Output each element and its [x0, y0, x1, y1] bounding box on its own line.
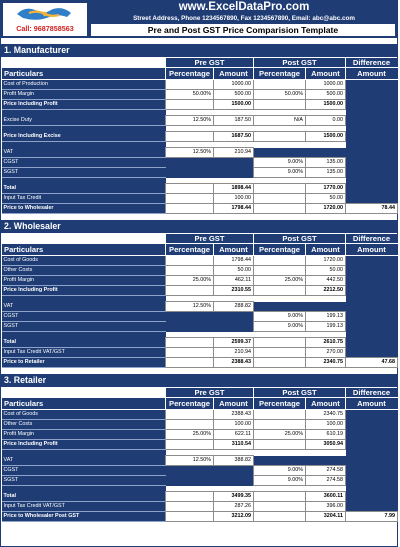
pre-gst-amount[interactable]: 1000.00 [214, 80, 254, 90]
row-label: Input Tax Credit VAT/GST [2, 348, 166, 358]
post-gst-percentage[interactable] [254, 266, 306, 276]
difference-amount-header: Amount [346, 398, 398, 410]
pre-gst-percentage[interactable]: 12.50% [166, 456, 214, 466]
table-row [2, 204, 398, 214]
difference-amount[interactable] [346, 116, 398, 126]
post-amount-header: Amount [306, 244, 346, 256]
pre-gst-percentage[interactable] [166, 420, 214, 430]
difference-amount[interactable] [346, 90, 398, 100]
pre-gst-percentage[interactable]: 12.50% [166, 116, 214, 126]
pre-gst-amount[interactable] [214, 312, 254, 322]
post-gst-amount[interactable] [306, 302, 346, 312]
header-blank [2, 388, 166, 398]
post-percentage-header: Percentage [254, 68, 306, 80]
post-gst-amount[interactable]: 274.58 [306, 476, 346, 486]
table-row [2, 184, 398, 194]
row-label: Price to Wholesaler Post GST [2, 512, 166, 522]
pre-gst-percentage[interactable] [166, 256, 214, 266]
difference-amount[interactable] [346, 266, 398, 276]
difference-amount[interactable] [346, 276, 398, 286]
difference-amount[interactable] [346, 184, 398, 194]
row-label: SGST [2, 168, 166, 178]
header-banner [1, 1, 397, 38]
row-label: Input Tax Credit VAT/GST [2, 502, 166, 512]
particulars-header: Particulars [2, 68, 166, 80]
pre-gst-amount[interactable]: 187.50 [214, 116, 254, 126]
row-label: Price Including Excise [2, 132, 166, 142]
pre-gst-amount[interactable]: 3212.09 [214, 512, 254, 522]
post-gst-header: Post GST [254, 58, 346, 68]
pre-gst-amount[interactable] [214, 168, 254, 178]
pre-gst-amount[interactable]: 1798.44 [214, 256, 254, 266]
difference-amount[interactable] [346, 466, 398, 476]
pre-gst-amount[interactable] [214, 322, 254, 332]
table-row [2, 492, 398, 502]
post-gst-percentage[interactable]: 50.00% [254, 90, 306, 100]
difference-amount[interactable] [346, 338, 398, 348]
pre-gst-percentage[interactable] [166, 358, 214, 368]
difference-amount-header: Amount [346, 244, 398, 256]
table-row [2, 512, 398, 522]
pre-gst-amount[interactable]: 500.00 [214, 90, 254, 100]
page-title: Pre and Post GST Price Comparision Template [91, 24, 395, 36]
difference-header: Difference [346, 58, 398, 68]
post-gst-percentage[interactable] [254, 256, 306, 266]
particulars-header: Particulars [2, 244, 166, 256]
handshake-icon [15, 4, 73, 23]
pre-amount-header: Amount [214, 68, 254, 80]
pre-amount-header: Amount [214, 398, 254, 410]
difference-amount[interactable] [346, 456, 398, 466]
post-gst-amount[interactable]: 270.00 [306, 348, 346, 358]
pre-gst-header: Pre GST [166, 388, 254, 398]
post-gst-percentage[interactable]: 9.00% [254, 476, 306, 486]
post-gst-amount[interactable]: 50.00 [306, 266, 346, 276]
pre-gst-percentage[interactable] [166, 410, 214, 420]
post-gst-percentage[interactable] [254, 492, 306, 502]
header-blank [2, 58, 166, 68]
post-gst-percentage[interactable] [254, 286, 306, 296]
particulars-header: Particulars [2, 398, 166, 410]
post-gst-amount[interactable]: 3600.11 [306, 492, 346, 502]
post-gst-amount[interactable]: 274.58 [306, 466, 346, 476]
pre-percentage-header: Percentage [166, 398, 214, 410]
post-percentage-header: Percentage [254, 398, 306, 410]
difference-amount[interactable] [346, 80, 398, 90]
table-row [2, 358, 398, 368]
pre-gst-amount[interactable]: 3110.54 [214, 440, 254, 450]
pre-gst-amount[interactable]: 1898.44 [214, 184, 254, 194]
post-gst-percentage[interactable] [254, 502, 306, 512]
comparison-table [1, 233, 398, 368]
table-row [2, 90, 398, 100]
post-gst-percentage[interactable]: 9.00% [254, 312, 306, 322]
table-row [2, 132, 398, 142]
pre-gst-percentage[interactable] [166, 194, 214, 204]
pre-gst-percentage[interactable]: 12.50% [166, 302, 214, 312]
post-gst-percentage[interactable] [254, 80, 306, 90]
pre-gst-percentage[interactable] [166, 168, 214, 178]
row-label: Profit Margin [2, 90, 166, 100]
table-row [2, 502, 398, 512]
pre-gst-header: Pre GST [166, 58, 254, 68]
pre-gst-amount[interactable]: 622.11 [214, 430, 254, 440]
pre-gst-amount[interactable]: 288.82 [214, 302, 254, 312]
row-label: VAT [2, 302, 166, 312]
pre-gst-amount[interactable]: 2388.43 [214, 358, 254, 368]
row-label: Profit Margin [2, 430, 166, 440]
row-label: Price Including Profit [2, 100, 166, 110]
post-gst-amount[interactable]: 1500.00 [306, 132, 346, 142]
post-gst-percentage[interactable] [254, 194, 306, 204]
pre-gst-amount[interactable] [214, 158, 254, 168]
table-row [2, 100, 398, 110]
post-gst-amount[interactable]: 1720.00 [306, 256, 346, 266]
post-gst-amount[interactable]: 2340.75 [306, 410, 346, 420]
pre-gst-percentage[interactable] [166, 466, 214, 476]
section-title: 3. Retailer [1, 374, 397, 387]
pre-gst-amount[interactable]: 50.00 [214, 266, 254, 276]
row-label: Input Tax Credit [2, 194, 166, 204]
difference-amount[interactable] [346, 322, 398, 332]
difference-amount[interactable]: 7.99 [346, 512, 398, 522]
row-label: Price Including Profit [2, 440, 166, 450]
post-gst-amount[interactable]: 0.00 [306, 116, 346, 126]
pre-gst-percentage[interactable] [166, 440, 214, 450]
pre-gst-percentage[interactable] [166, 184, 214, 194]
table-row [2, 456, 398, 466]
comparison-table [1, 387, 398, 522]
pre-gst-amount[interactable]: 2388.43 [214, 410, 254, 420]
table-row [2, 302, 398, 312]
post-gst-percentage[interactable] [254, 348, 306, 358]
post-percentage-header: Percentage [254, 244, 306, 256]
row-label: CGST [2, 158, 166, 168]
pre-percentage-header: Percentage [166, 68, 214, 80]
table-row [2, 286, 398, 296]
row-label: Other Costs [2, 266, 166, 276]
post-gst-amount[interactable]: 135.00 [306, 158, 346, 168]
difference-amount[interactable] [346, 492, 398, 502]
post-gst-amount[interactable]: 135.00 [306, 168, 346, 178]
post-gst-amount[interactable]: 500.00 [306, 90, 346, 100]
table-row [2, 420, 398, 430]
difference-amount[interactable] [346, 410, 398, 420]
difference-amount[interactable] [346, 502, 398, 512]
post-gst-amount[interactable]: 199.13 [306, 312, 346, 322]
row-label: Total [2, 184, 166, 194]
post-gst-percentage[interactable] [254, 440, 306, 450]
row-label: SGST [2, 476, 166, 486]
post-gst-percentage[interactable] [254, 512, 306, 522]
post-gst-percentage[interactable] [254, 184, 306, 194]
pre-gst-percentage[interactable] [166, 492, 214, 502]
table-row [2, 440, 398, 450]
sections-container [1, 38, 397, 522]
header-blank [2, 234, 166, 244]
logo [3, 3, 87, 36]
difference-amount[interactable] [346, 148, 398, 158]
post-gst-amount[interactable]: 1770.00 [306, 184, 346, 194]
difference-amount[interactable] [346, 168, 398, 178]
pre-gst-percentage[interactable] [166, 322, 214, 332]
pre-gst-percentage[interactable] [166, 512, 214, 522]
pre-gst-amount[interactable]: 2599.37 [214, 338, 254, 348]
section-title: 2. Wholesaler [1, 220, 397, 233]
pre-percentage-header: Percentage [166, 244, 214, 256]
post-gst-percentage[interactable] [254, 358, 306, 368]
row-label: Cost of Production [2, 80, 166, 90]
row-label: VAT [2, 148, 166, 158]
pre-gst-percentage[interactable]: 12.50% [166, 148, 214, 158]
difference-amount[interactable] [346, 476, 398, 486]
pre-gst-amount[interactable]: 100.00 [214, 194, 254, 204]
pre-gst-percentage[interactable] [166, 266, 214, 276]
post-gst-header: Post GST [254, 388, 346, 398]
post-gst-percentage[interactable]: 25.00% [254, 430, 306, 440]
difference-amount[interactable]: 78.44 [346, 204, 398, 214]
difference-amount[interactable] [346, 440, 398, 450]
difference-header: Difference [346, 234, 398, 244]
difference-amount[interactable]: 47.68 [346, 358, 398, 368]
difference-amount[interactable] [346, 256, 398, 266]
post-gst-amount[interactable]: 1720.00 [306, 204, 346, 214]
pre-gst-percentage[interactable]: 25.00% [166, 430, 214, 440]
row-label: CGST [2, 466, 166, 476]
pre-gst-percentage[interactable] [166, 338, 214, 348]
pre-gst-percentage[interactable] [166, 312, 214, 322]
post-gst-percentage[interactable] [254, 338, 306, 348]
table-row [2, 430, 398, 440]
difference-amount[interactable] [346, 132, 398, 142]
pre-amount-header: Amount [214, 244, 254, 256]
post-gst-percentage[interactable]: 9.00% [254, 322, 306, 332]
table-row [2, 148, 398, 158]
table-row [2, 80, 398, 90]
pre-gst-amount[interactable] [214, 466, 254, 476]
post-gst-header: Post GST [254, 234, 346, 244]
pre-gst-amount[interactable]: 210.94 [214, 148, 254, 158]
post-gst-percentage[interactable]: 9.00% [254, 158, 306, 168]
table-row [2, 466, 398, 476]
call-number: Call: 9687858563 [16, 24, 74, 33]
table-row [2, 322, 398, 332]
post-gst-percentage[interactable] [254, 410, 306, 420]
row-label: CGST [2, 312, 166, 322]
table-row [2, 276, 398, 286]
post-gst-amount[interactable]: 610.19 [306, 430, 346, 440]
row-label: Total [2, 338, 166, 348]
difference-amount[interactable] [346, 312, 398, 322]
post-gst-amount[interactable]: 396.00 [306, 502, 346, 512]
post-amount-header: Amount [306, 68, 346, 80]
pre-gst-amount[interactable]: 100.00 [214, 420, 254, 430]
comparison-table [1, 57, 398, 214]
post-gst-percentage[interactable] [254, 204, 306, 214]
pre-gst-amount[interactable]: 388.82 [214, 456, 254, 466]
post-gst-percentage[interactable] [254, 302, 306, 312]
pre-gst-amount[interactable]: 210.94 [214, 348, 254, 358]
pre-gst-amount[interactable]: 1798.44 [214, 204, 254, 214]
post-gst-percentage[interactable]: 9.00% [254, 168, 306, 178]
pre-gst-amount[interactable]: 1687.50 [214, 132, 254, 142]
difference-amount[interactable] [346, 430, 398, 440]
post-gst-percentage[interactable]: 9.00% [254, 466, 306, 476]
table-row [2, 348, 398, 358]
post-gst-amount[interactable]: 2212.50 [306, 286, 346, 296]
row-label: Other Costs [2, 420, 166, 430]
pre-gst-percentage[interactable] [166, 204, 214, 214]
pre-gst-percentage[interactable] [166, 80, 214, 90]
post-gst-amount[interactable]: 442.50 [306, 276, 346, 286]
pre-gst-amount[interactable]: 462.11 [214, 276, 254, 286]
row-label: Price Including Profit [2, 286, 166, 296]
pre-gst-percentage[interactable] [166, 158, 214, 168]
post-gst-percentage[interactable] [254, 132, 306, 142]
post-amount-header: Amount [306, 398, 346, 410]
difference-amount[interactable] [346, 158, 398, 168]
row-label: Profit Margin [2, 276, 166, 286]
table-row [2, 476, 398, 486]
post-gst-percentage[interactable] [254, 420, 306, 430]
difference-amount[interactable] [346, 348, 398, 358]
pre-gst-amount[interactable]: 287.26 [214, 502, 254, 512]
difference-amount[interactable] [346, 420, 398, 430]
row-label: VAT [2, 456, 166, 466]
pre-gst-percentage[interactable]: 25.00% [166, 276, 214, 286]
post-gst-amount[interactable] [306, 148, 346, 158]
pre-gst-percentage[interactable] [166, 100, 214, 110]
post-gst-amount[interactable]: 2340.75 [306, 358, 346, 368]
pre-gst-header: Pre GST [166, 234, 254, 244]
difference-amount[interactable] [346, 286, 398, 296]
row-label: Price to Wholesaler [2, 204, 166, 214]
post-gst-percentage[interactable]: N/A [254, 116, 306, 126]
post-gst-amount[interactable]: 100.00 [306, 420, 346, 430]
post-gst-amount[interactable]: 3050.94 [306, 440, 346, 450]
post-gst-percentage[interactable] [254, 148, 306, 158]
row-label: Price to Retailer [2, 358, 166, 368]
difference-amount-header: Amount [346, 68, 398, 80]
difference-amount[interactable] [346, 100, 398, 110]
table-row [2, 266, 398, 276]
section-title: 1. Manufacturer [1, 44, 397, 57]
post-gst-percentage[interactable] [254, 100, 306, 110]
table-row [2, 256, 398, 266]
pre-gst-percentage[interactable] [166, 502, 214, 512]
table-row [2, 194, 398, 204]
pre-gst-amount[interactable]: 3499.35 [214, 492, 254, 502]
post-gst-amount[interactable]: 2610.75 [306, 338, 346, 348]
table-row [2, 338, 398, 348]
pre-gst-percentage[interactable] [166, 348, 214, 358]
website-title: www.ExcelDataPro.com [178, 1, 310, 13]
table-row [2, 168, 398, 178]
table-row [2, 158, 398, 168]
pre-gst-amount[interactable] [214, 476, 254, 486]
difference-amount[interactable] [346, 194, 398, 204]
pre-gst-amount[interactable]: 2310.55 [214, 286, 254, 296]
row-label: Cost of Goods [2, 256, 166, 266]
table-row [2, 116, 398, 126]
pre-gst-percentage[interactable] [166, 132, 214, 142]
post-gst-percentage[interactable]: 25.00% [254, 276, 306, 286]
post-gst-amount[interactable]: 199.13 [306, 322, 346, 332]
pre-gst-amount[interactable]: 1500.00 [214, 100, 254, 110]
pre-gst-percentage[interactable] [166, 476, 214, 486]
row-label: SGST [2, 322, 166, 332]
post-gst-amount[interactable]: 50.00 [306, 194, 346, 204]
row-label: Excise Duty [2, 116, 166, 126]
post-gst-amount[interactable]: 1000.00 [306, 80, 346, 90]
post-gst-percentage[interactable] [254, 456, 306, 466]
row-label: Total [2, 492, 166, 502]
difference-amount[interactable] [346, 302, 398, 312]
table-row [2, 312, 398, 322]
post-gst-amount[interactable]: 3204.11 [306, 512, 346, 522]
pre-gst-percentage[interactable]: 50.00% [166, 90, 214, 100]
row-label: Cost of Goods [2, 410, 166, 420]
post-gst-amount[interactable] [306, 456, 346, 466]
table-row [2, 410, 398, 420]
difference-header: Difference [346, 388, 398, 398]
pre-gst-percentage[interactable] [166, 286, 214, 296]
address-line: Street Address, Phone 1234567890, Fax 1234567890, Email: abc@abc.com [133, 15, 355, 22]
post-gst-amount[interactable]: 1500.00 [306, 100, 346, 110]
